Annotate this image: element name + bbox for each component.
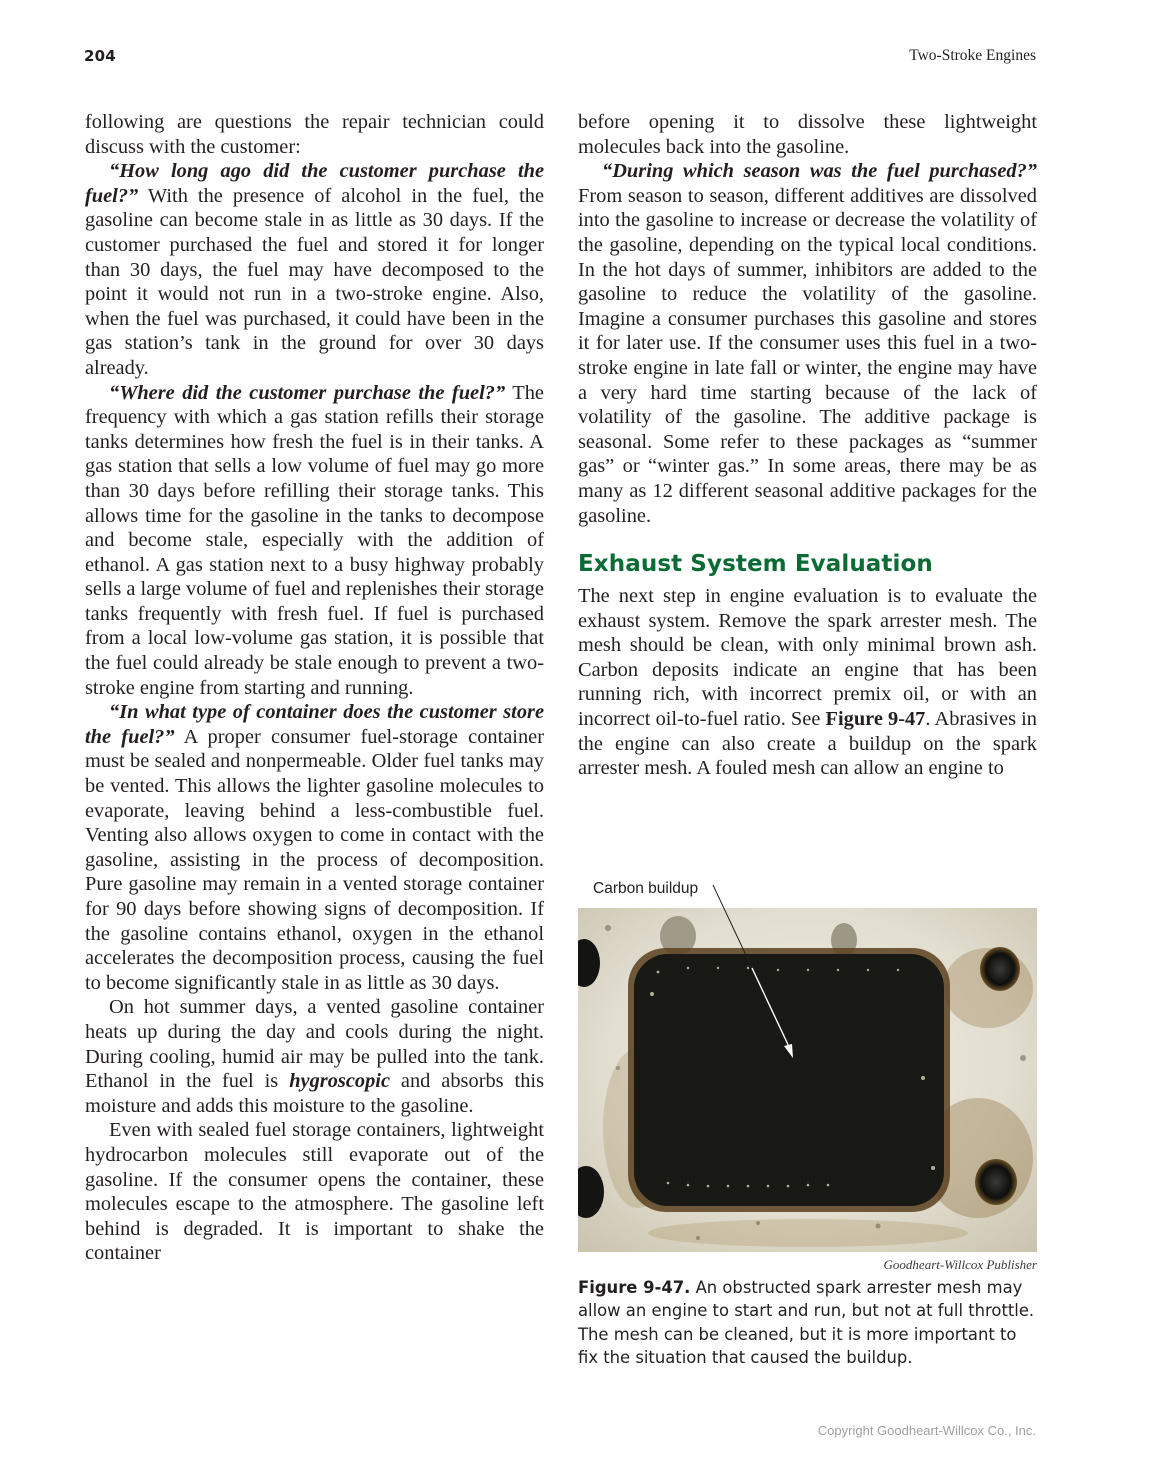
paragraph-text: The frequency with which a gas station refills their storage tanks determines how fresh the fuel is in their tanks. A gas station that sells a low volume of fuel may go more than 30 days before refilling their storage tanks. This allows time for the gasoline in the tanks to decompose and become stale, especially with the addition of ethanol. A gas station next to a busy highway probably sells a large volume of fuel and replenishes their storage tanks frequently with fresh fuel. If fuel is purchased from a local low-volume gas station, it is possible that the fuel could already be stale enough to prevent a two-stroke engine from starting and running.: [85, 381, 544, 699]
paragraph-text: On hot summer days, a vented gasoline container heats up during the day and cools during the night. During cooling, humid air may be pulled into the tank. Ethanol in the fuel is: [85, 996, 544, 1093]
right-column: [578, 110, 1037, 781]
left-column: [85, 110, 544, 1266]
paragraph-text: . Abrasives in the engine can also create a buildup on the spark arrester mesh. A fouled mesh can allow an engine to: [578, 708, 1037, 780]
figure-label: Figure 9-47.: [578, 1278, 691, 1297]
caption-text: An obstructed spark arrester mesh may allow an engine to start and run, but not at full throttle. The mesh can be cleaned, but it is more important to fix the situation that caused the buildup.: [578, 1278, 1035, 1368]
paragraph-text: and absorbs this moisture and adds this moisture to the gasoline.: [85, 1070, 545, 1117]
copyright-footer: Copyright Goodheart-Willcox Co., Inc.: [817, 1423, 1036, 1438]
paragraph: [85, 159, 544, 380]
paragraph-text: The next step in engine evaluation is to evaluate the exhaust system. Remove the spark arrester mesh. The mesh should be clean, with only minimal brown ash. Carbon deposits indicate an engine that has been running rich, with incorrect premix oil, or with an incorrect oil-to-fuel ratio. See: [578, 585, 1037, 731]
question-lead: “Where did the customer purchase the fuel?”: [109, 381, 506, 404]
question-lead: “How long ago did the customer purchase the fuel?”: [85, 160, 544, 207]
paragraph: [85, 381, 544, 701]
paragraph: following are questions the repair technician could discuss with the customer:: [85, 111, 544, 158]
paragraph-text: A proper consumer fuel-storage container must be sealed and nonpermeable. Older fuel tanks may be vented. This allows the lighter gasoline molecules to evaporate, leaving behind a less-combustible fuel. Venting also allows oxygen to come in contact with the gasoline, assisting in the process of decomposition. Pure gasoline may remain in a vented storage container for 90 days before showing signs of decomposition. If the gasoline contains ethanol, oxygen in the ethanol accelerates the decomposition process, causing the fuel to become significantly stale in as little as 30 days.: [85, 725, 544, 994]
spark-arrester-photo: [578, 908, 1037, 1252]
paragraph: before opening it to dissolve these lightweight molecules back into the gasoline.: [578, 111, 1037, 158]
figure-caption: [578, 1276, 1037, 1370]
question-lead: “During which season was the fuel purchased?”: [602, 160, 1037, 183]
question-lead: “In what type of container does the customer store the fuel?”: [85, 701, 544, 748]
photo-credit: Goodheart-Willcox Publisher: [883, 1257, 1037, 1272]
paragraph-text: From season to season, different additives are dissolved into the gasoline to increase or decrease the volatility of the gasoline, depending on the typical local conditions. In the hot days of summer, inhibitors are added to the gasoline to reduce the volatility of the gasoline. Imagine a consumer purchases this gasoline and stores it for later use. If the consumer uses this fuel in a two-stroke engine in late fall or winter, the engine may have a very hard time starting because of the lack of volatility of the gasoline. The additive package is seasonal. Some refer to these packages as “summer gas” or “winter gas.” In some areas, there may be as many as 12 different seasonal additive packages for the gasoline.: [578, 184, 1037, 527]
page-number: 204: [84, 47, 116, 65]
paragraph: [85, 700, 544, 995]
running-head: Two-Stroke Engines: [909, 47, 1036, 64]
paragraph: [85, 995, 544, 1118]
section-heading: Exhaust System Evaluation: [578, 551, 933, 578]
callout-label: Carbon buildup: [593, 880, 699, 897]
paragraph-text: With the presence of alcohol in the fuel, the gasoline can become stale in as little as 30 days. If the customer purchased the fuel and stored it for longer than 30 days, the fuel may have decomposed to the point it would not run in a two-stroke engine. Also, when the fuel was purchased, it could have been in the gas station’s tank in the ground for over 30 days already.: [85, 184, 544, 379]
paragraph: Even with sealed fuel storage containers, lightweight hydrocarbon molecules still evaporate out of the gasoline. If the consumer opens the container, these molecules escape to the atmosphere. The gasoline left behind is degraded. It is important to shake the container: [85, 1119, 544, 1265]
figure-reference[interactable]: Figure 9-47: [825, 708, 926, 731]
paragraph: [578, 584, 1037, 781]
glossary-term: hygroscopic: [289, 1070, 390, 1093]
paragraph: [578, 159, 1037, 528]
